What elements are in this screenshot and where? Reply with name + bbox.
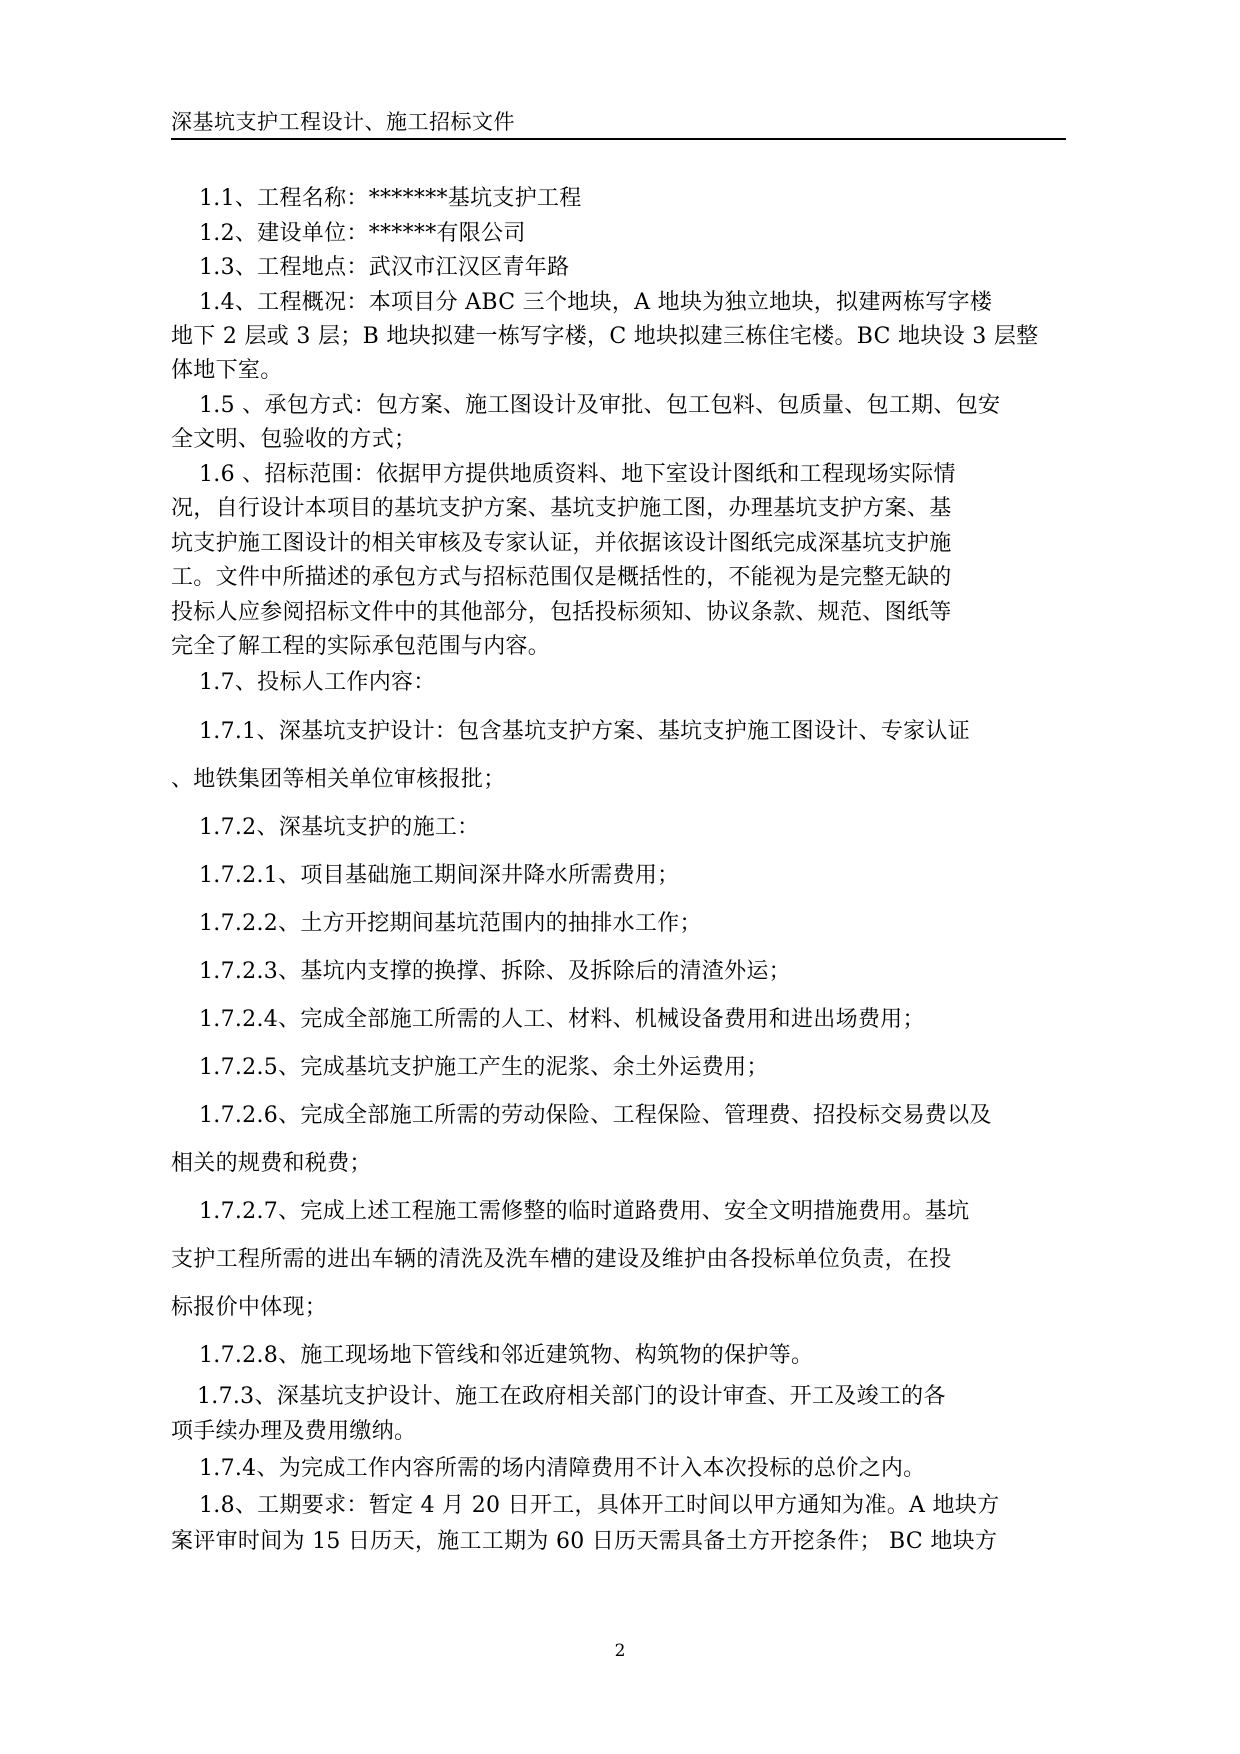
text-line: 1.7.2.5、完成基坑支护施工产生的泥浆、余土外运费用；: [199, 1055, 769, 1080]
text-line: 完全了解工程的实际承包范围与内容。: [171, 634, 551, 659]
text-line: 1.7.2.4、完成全部施工所需的人工、材料、机械设备费用和进出场费用；: [199, 1007, 925, 1032]
text-line: 1.6 、招标范围：依据甲方提供地质资料、地下室设计图纸和工程现场实际情: [199, 462, 956, 487]
text-line: 体地下室。: [171, 358, 283, 383]
text-line: 1.7.2.7、完成上述工程施工需修整的临时道路费用、安全文明措施费用。基坑: [199, 1199, 970, 1224]
text-line: 1.7、投标人工作内容：: [199, 670, 436, 695]
text-line: 投标人应参阅招标文件中的其他部分，包括投标须知、协议条款、规范、图纸等: [171, 600, 952, 625]
header-title: 深基坑支护工程设计、施工招标文件: [171, 110, 515, 134]
text-line: 、地铁集团等相关单位审核报批；: [171, 767, 506, 792]
text-line: 坑支护施工图设计的相关审核及专家认证，并依据该设计图纸完成深基坑支护施: [171, 531, 952, 556]
text-line: 案评审时间为 15 日历天，施工工期为 60 日历天需具备土方开挖条件； BC 地块方: [171, 1529, 998, 1554]
text-line: 1.5 、承包方式：包方案、施工图设计及审批、包工包料、包质量、包工期、包安: [199, 393, 1001, 418]
text-line: 1.1、工程名称：*******基坑支护工程: [199, 186, 582, 211]
text-line: 1.7.2.1、项目基础施工期间深井降水所需费用；: [199, 863, 680, 888]
text-line: 项手续办理及费用缴纳。: [171, 1419, 417, 1444]
text-line: 1.7.2.8、施工现场地下管线和邻近建筑物、构筑物的保护等。: [199, 1343, 814, 1368]
text-line: 支护工程所需的进出车辆的清洗及洗车槽的建设及维护由各投标单位负责，在投: [171, 1247, 952, 1272]
text-line: 1.3、工程地点：武汉市江汉区青年路: [199, 255, 570, 280]
page-header: [171, 102, 1066, 140]
text-line: 全文明、包验收的方式；: [171, 427, 417, 452]
text-line: 1.7.4、为完成工作内容所需的场内清障费用不计入本次投标的总价之内。: [199, 1456, 926, 1481]
text-line: 1.7.2.2、土方开挖期间基坑范围内的抽排水工作；: [199, 911, 702, 936]
text-line: 相关的规费和税费；: [171, 1151, 372, 1176]
text-line: 1.7.2、深基坑支护的施工：: [199, 815, 480, 840]
text-line: 1.7.1、深基坑支护设计：包含基坑支护方案、基坑支护施工图设计、专家认证: [199, 719, 971, 744]
page-number: 2: [614, 1641, 626, 1661]
text-line: 1.2、建设单位：******有限公司: [199, 221, 526, 246]
text-line: 工。文件中所描述的承包方式与招标范围仅是概括性的，不能视为是完整无缺的: [171, 565, 952, 590]
text-line: 1.7.2.6、完成全部施工所需的劳动保险、工程保险、管理费、招投标交易费以及: [199, 1103, 992, 1128]
text-line: 1.7.2.3、基坑内支撑的换撑、拆除、及拆除后的清渣外运；: [199, 959, 791, 984]
text-line: 1.4、工程概况：本项目分 ABC 三个地块，A 地块为独立地块，拟建两栋写字楼: [199, 290, 993, 315]
text-line: 1.8、工期要求：暂定 4 月 20 日开工，具体开工时间以甲方通知为准。A 地块方: [199, 1493, 1000, 1518]
text-line: 地下 2 层或 3 层；B 地块拟建一栋写字楼，C 地块拟建三栋住宅楼。BC 地块设 3 层整: [171, 324, 1039, 349]
text-line: 1.7.3、深基坑支护设计、施工在政府相关部门的设计审查、开工及竣工的各: [197, 1384, 946, 1409]
text-line: 标报价中体现；: [171, 1295, 328, 1320]
text-line: 况，自行设计本项目的基坑支护方案、基坑支护施工图，办理基坑支护方案、基: [171, 496, 952, 521]
